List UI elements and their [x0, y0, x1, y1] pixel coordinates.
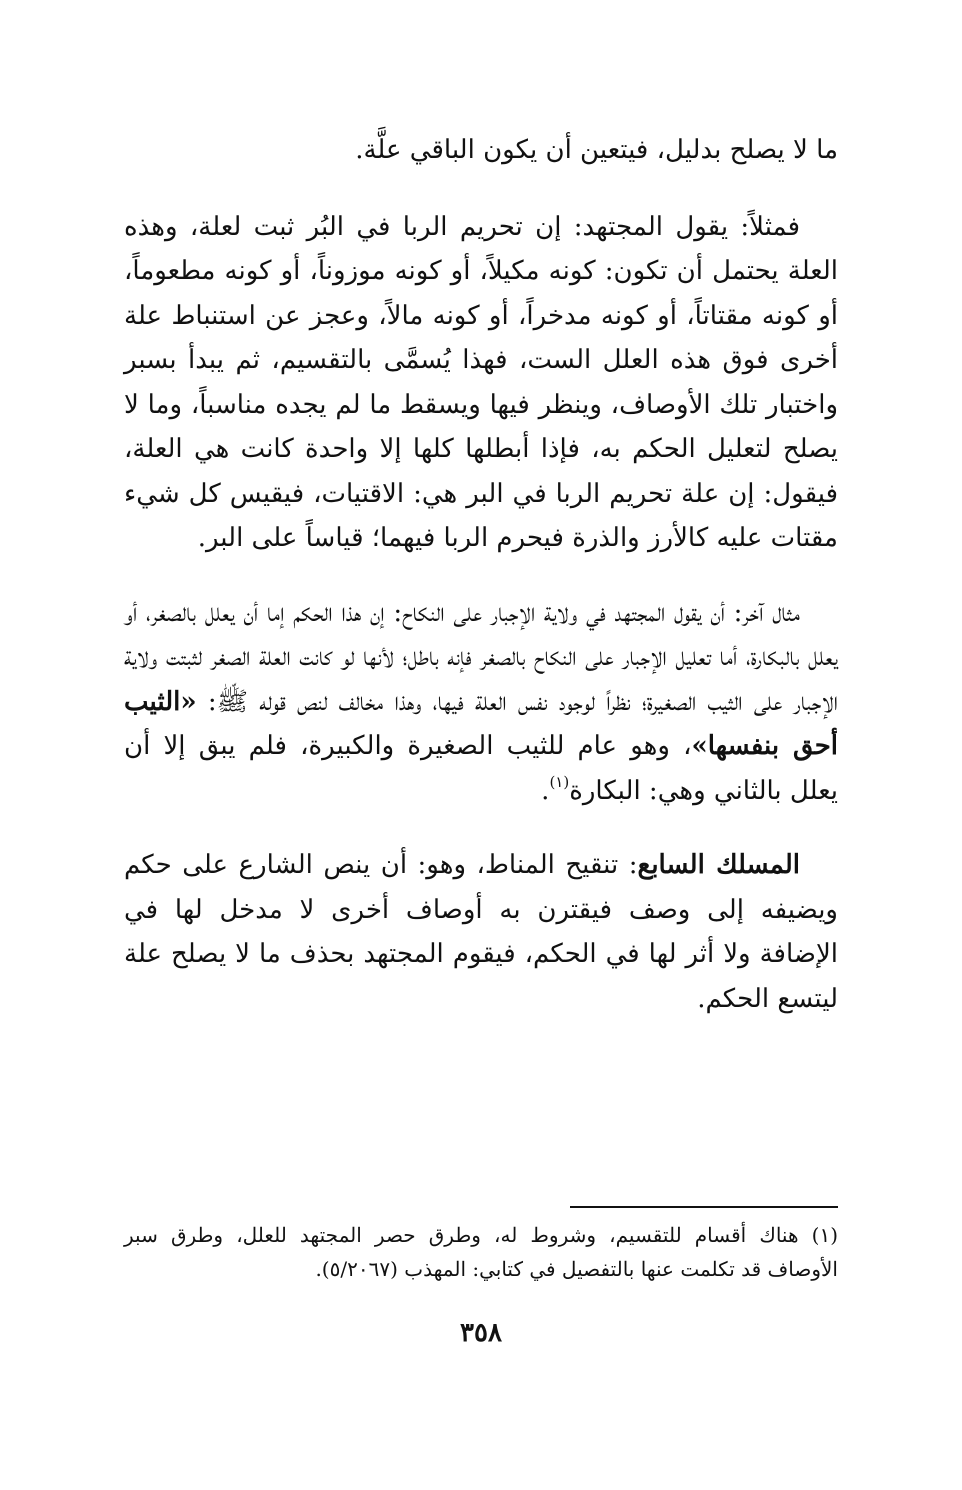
paragraph-seventh-path: [124, 843, 838, 1021]
footnote-divider: [570, 1206, 838, 1208]
section-lead-heading: المسلك السابع: [637, 850, 800, 880]
paragraph-example-marriage-text: مثال آخر: أن يقول المجتهد في ولاية الإجبار على النكاح: إن هذا الحكم إما أن يعلل بالصغر، أو يعلل بالبكارة، أما تعليل الإجبار على النكاح بالصغر فإنه باطل؛ لأنها لو كانت العلة الصغر لثبتت ولاية الإجبار على الثيب الصغيرة؛ نظراً لوجود نفس العلة فيها، وهذا مخالف لنص قوله ﷺ:: [124, 597, 838, 717]
main-text: [124, 128, 838, 1051]
footnote-reference[interactable]: (١): [549, 772, 570, 791]
paragraph-example-riba: فمثلاً: يقول المجتهد: إن تحريم الربا في البُر ثبت لعلة، وهذه العلة يحتمل أن تكون: كونه مكيلاً، أو كونه موزوناً، أو كونه مطعوماً، أو كونه مقتاتاً، أو كونه مدخراً، أو كونه مالاً، وعجز عن استنباط علة أخرى فوق هذه العلل الست، فهذا يُسمَّى بالتقسيم، ثم يبدأ بسبر واختبار تلك الأوصاف، وينظر فيها ويسقط ما لم يجده مناسباً، وما لا يصلح لتعليل الحكم به، فإذا أبطلها كلها إلا واحدة كانت هي العلة، فيقول: إن علة تحريم الربا في البر هي: الاقتيات، فيقيس كل شيء مقتات عليه كالأرز والذرة فيحرم الربا فيهما؛ قياساً على البر.: [124, 211, 838, 553]
paragraph-seventh-path-text: : تنقيح المناط، وهو: أن ينص الشارع على حكم ويضيفه إلى وصف فيقترن به أوصاف أخرى لا مدخل لها في الإضافة ولا أثر لها في الحكم، فيقوم المجتهد بحذف ما لا يصلح علة ليتسع الحكم.: [124, 850, 838, 1014]
footnote: (١) هناك أقسام للتقسيم، وشروط له، وطرق حصر المجتهد للعلل، وطرق سبر الأوصاف قد تكلمت عنها بالتفصيل في كتابي: المهذب (٥/٢٠٦٧).: [124, 1223, 838, 1281]
paragraph-example-marriage: [124, 591, 838, 814]
paragraph-example-marriage-tail: ، وهو عام للثيب الصغيرة والكبيرة، فلم يبق إلا أن يعلل بالثاني وهي: البكارة: [124, 731, 838, 806]
paragraph-continuation: ما لا يصلح بدليل، فيتعين أن يكون الباقي علَّة.: [355, 135, 838, 165]
hadith-quote: «الثيب أحق بنفسها»: [124, 686, 838, 761]
paragraph-end-mark: .: [541, 775, 550, 806]
page-number: ٣٥٨: [460, 1318, 502, 1348]
